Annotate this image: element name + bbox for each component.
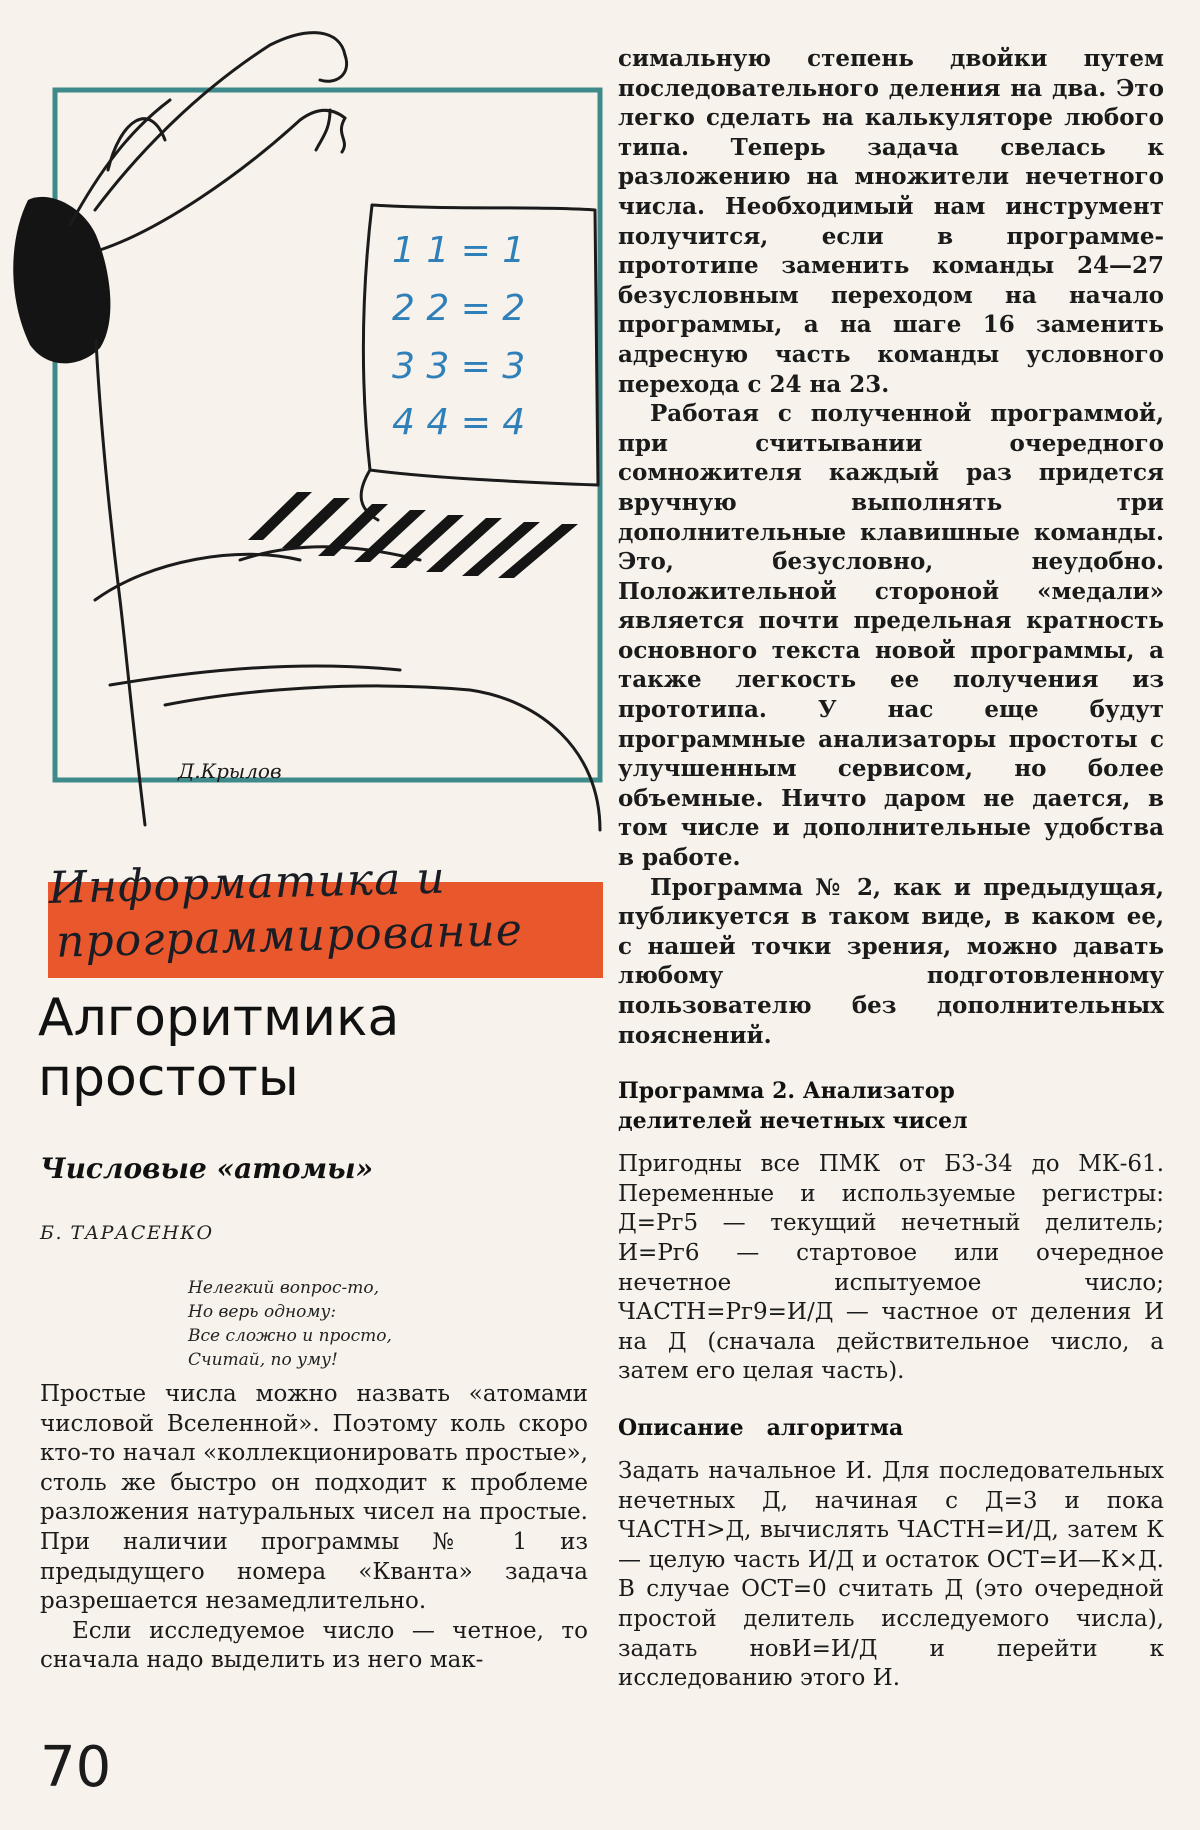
epigraph-line-4: Считай, по уму! [188, 1350, 338, 1370]
algorithm-heading-text: Описание алгоритма [618, 1414, 904, 1441]
algorithm-paragraph: Задать начальное И. Для последовательных нечетных Д, начиная с Д=3 и пока ЧАСТН>Д, вычислять ЧАСТН=И/Д, затем К — целую часть И/Д и остаток ОСТ=И—К×Д. В случае ОСТ=0 считать Д (это очередной простой делитель исследуемого числа), задать новИ=И/Д и перейти к исследованию этого И. [618, 1457, 1164, 1692]
epigraph [188, 1276, 392, 1372]
program-paragraph: Пригодны все ПМК от Б3-34 до МК-61. Переменные и используемые регистры: Д=Рг5 — текущий нечетный делитель; И=Рг6 — стартовое или очередное нечетное испытуемое число; ЧАСТН=Рг9=И/Д — частное от деления И на Д (сначала действительное число, а затем его целая часть). [618, 1151, 1164, 1385]
board-digits [392, 230, 525, 443]
program-heading-line-1: Программа 2. Анализатор [618, 1078, 955, 1105]
board-line-3: 3 3 = 3 [392, 346, 526, 387]
page-number: 70 [40, 1735, 112, 1800]
program-heading [618, 1076, 1164, 1136]
right-column [618, 44, 1164, 1694]
board-line-4: 4 4 = 4 [392, 402, 526, 443]
epigraph-line-1: Нелегкий вопрос-то, [188, 1278, 380, 1298]
hair-shape [13, 197, 110, 363]
article-subtitle: Числовые «атомы» [40, 1152, 374, 1185]
article-title [38, 988, 598, 1108]
rubric-line-1: Информатика и [48, 852, 447, 914]
epigraph-line-2: Но верь одному: [188, 1302, 337, 1322]
algorithm-heading [618, 1413, 1164, 1443]
rubric-line-2: программирование [55, 904, 524, 968]
board-line-2: 2 2 = 2 [392, 288, 526, 329]
left-paragraph-2: Если исследуемое число — четное, то сначала надо выделить из него мак- [40, 1617, 588, 1674]
left-column [40, 1380, 588, 1676]
right-paragraph-2: Работая с полученной программой, при считывании очередного сомножителя каждый раз придется вручную выполнять три дополнительные клавишные команды. Это, безусловно, неудобно. Положительной стороной «медали» является почти предельная кратность основного текста новой программы, а также легкость ее получения из прототипа. У нас еще будут программные анализаторы простоты с улучшенным сервисом, но более объемные. Ничто даром не дается, в том числе и дополнительные удобства в работе. [618, 400, 1164, 872]
title-line-1: Алгоритмика [38, 988, 400, 1048]
epigraph-line-3: Все сложно и просто, [188, 1326, 392, 1346]
board-line-1: 1 1 = 1 [392, 230, 526, 271]
illustration-drawing [0, 0, 620, 840]
title-line-2: простоты [38, 1048, 299, 1108]
left-paragraph-1: Простые числа можно назвать «атомами числовой Вселенной». Поэтому коль скоро кто-то начал «коллекционировать простые», столь же быстро он подходит к проблеме разложения натуральных чисел на простые. При наличии программы № 1 из предыдущего номера «Кванта» задача разрешается незамедлительно. [40, 1381, 588, 1615]
artist-signature: Д.Крылов [178, 759, 282, 783]
program-heading-line-2: делителей нечетных чисел [618, 1108, 968, 1135]
piano-keys [248, 492, 578, 578]
right-paragraph-3: Программа № 2, как и предыдущая, публикуется в таком виде, в каком ее, с нашей точки зрения, можно давать любому подготовленному пользователю без дополнительных пояснений. [618, 873, 1164, 1049]
rubric-text [48, 847, 611, 970]
author-name: Б. ТАРАСЕНКО [40, 1222, 214, 1244]
illustration [0, 0, 620, 840]
right-paragraph-1: симальную степень двойки путем последовательного деления на два. Это легко сделать на калькуляторе любого типа. Теперь задача свелась к разложению на множители нечетного числа. Необходимый нам инструмент получится, если в программе-прототипе заменить команды 24—27 безусловным переходом на начало программы, а на шаге 16 заменить адресную часть команды условного перехода с 24 на 23. [618, 45, 1164, 398]
